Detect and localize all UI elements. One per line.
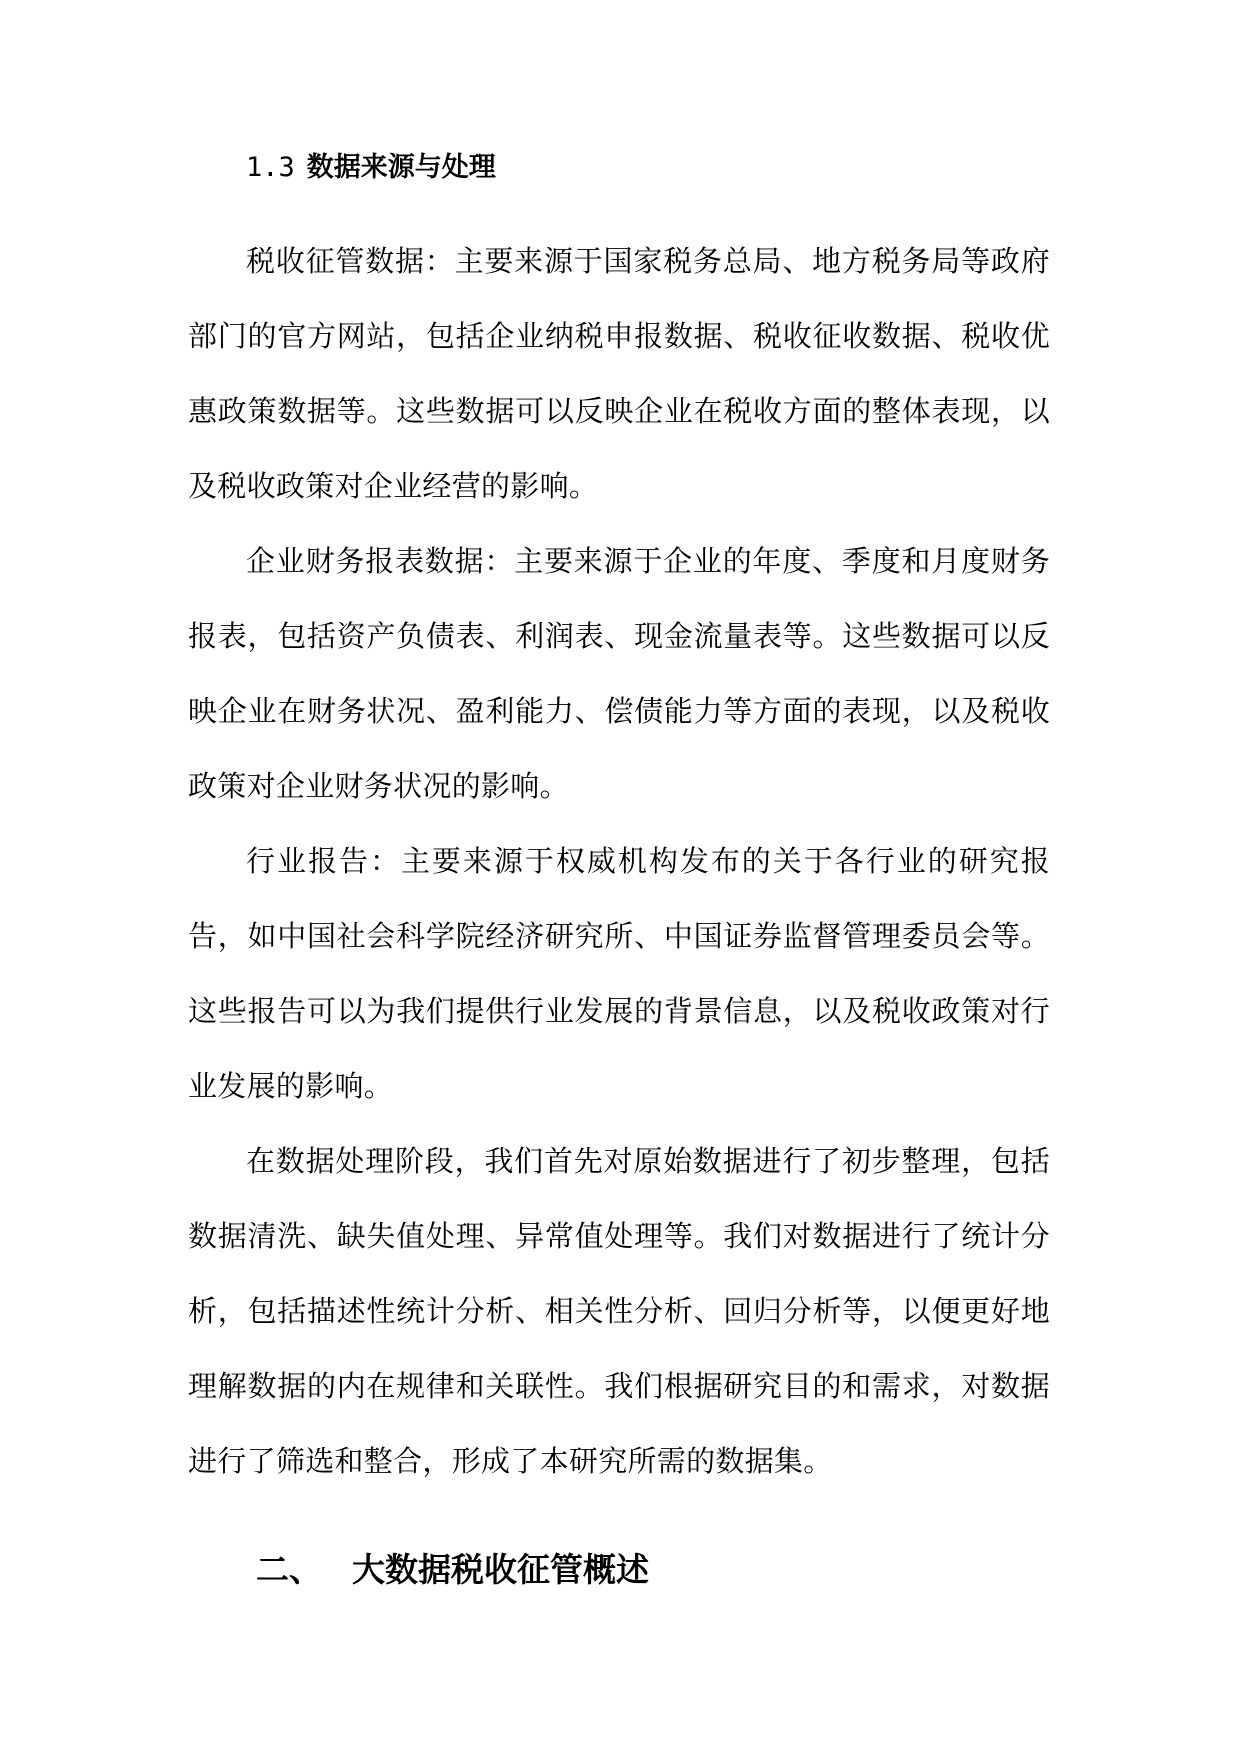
- section-number: 1.3: [246, 152, 295, 183]
- chapter-heading: [256, 1548, 649, 1592]
- paragraph-tax-data: 税收征管数据：主要来源于国家税务总局、地方税务局等政府部门的官方网站，包括企业纳税申报数据、税收征收数据、税收优惠政策数据等。这些数据可以反映企业在税收方面的整体表现，以及税收政策对企业经营的影响。: [188, 244, 1050, 503]
- chapter-number: 二、: [256, 1550, 322, 1589]
- body-text: [188, 224, 1050, 1499]
- paragraph-industry-report: 行业报告：主要来源于权威机构发布的关于各行业的研究报告，如中国社会科学院经济研究所、中国证券监督管理委员会等。这些报告可以为我们提供行业发展的背景信息，以及税收政策对行业发展的影响。: [188, 844, 1050, 1103]
- section-title: 数据来源与处理: [306, 152, 496, 183]
- chapter-title: 大数据税收征管概述: [352, 1550, 649, 1589]
- paragraph-data-processing: 在数据处理阶段，我们首先对原始数据进行了初步整理，包括数据清洗、缺失值处理、异常值处理等。我们对数据进行了统计分析，包括描述性统计分析、相关性分析、回归分析等，以便更好地理解数据的内在规律和关联性。我们根据研究目的和需求，对数据进行了筛选和整合，形成了本研究所需的数据集。: [188, 1144, 1050, 1478]
- section-heading: [246, 150, 496, 186]
- paragraph-financial-data: 企业财务报表数据：主要来源于企业的年度、季度和月度财务报表，包括资产负债表、利润表、现金流量表等。这些数据可以反映企业在财务状况、盈利能力、偿债能力等方面的表现，以及税收政策对企业财务状况的影响。: [188, 544, 1050, 803]
